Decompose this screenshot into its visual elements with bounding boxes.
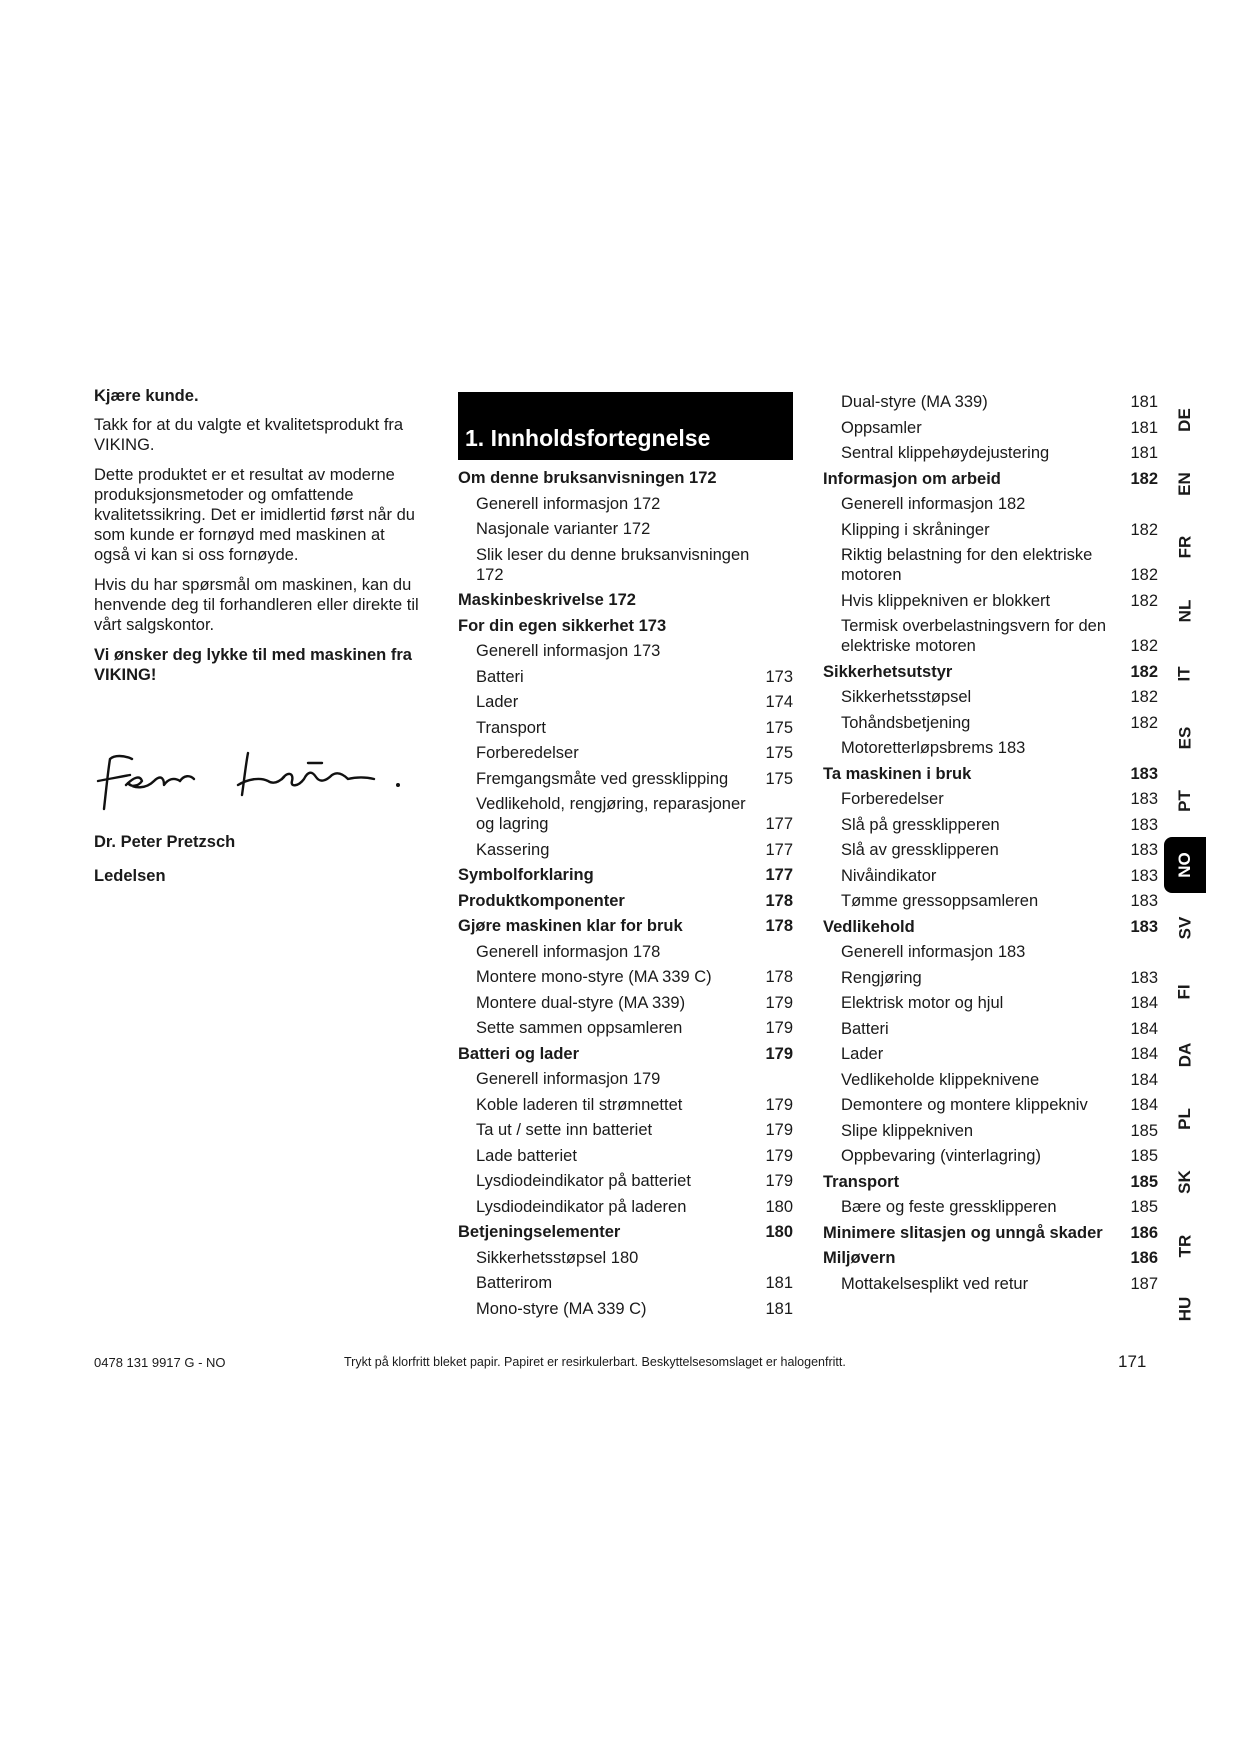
toc-entry-title: Batteri og lader xyxy=(458,1044,580,1063)
toc-entry-title: Vedlikehold xyxy=(823,917,915,936)
toc-entry-page: 184 xyxy=(1130,1096,1158,1114)
toc-entry-title: Mottakelsesplikt ved retur xyxy=(841,1274,1029,1293)
language-tab-label: NO xyxy=(1175,851,1194,878)
toc-entry xyxy=(458,519,793,539)
letter-paragraph: Takk for at du valgte et kvalitetsprodukt fra VIKING. xyxy=(94,416,404,454)
toc-entry-title: Generell informasjon 182 xyxy=(841,495,1026,513)
toc-entry-page: 175 xyxy=(765,718,793,737)
toc-entry-title: Slik leser du denne bruksanvisningen 172 xyxy=(476,545,750,584)
toc-entry-title: Generell informasjon 183 xyxy=(841,943,1026,961)
toc-entry-page: 186 xyxy=(1130,1249,1158,1267)
toc-entry-title: Tohåndsbetjening xyxy=(841,713,971,732)
toc-entry-title: Lader xyxy=(841,1045,884,1063)
toc-title: 1. Innholdsfortegnelse xyxy=(458,392,793,460)
language-tab-label: FI xyxy=(1174,983,1194,1000)
toc-section-heading xyxy=(458,1222,793,1242)
toc-entry-title: Dual-styre (MA 339) xyxy=(841,393,988,411)
toc-section-heading xyxy=(458,865,793,885)
toc-entry-page: 177 xyxy=(765,866,793,884)
language-tab-en xyxy=(1164,456,1206,512)
toc-entry xyxy=(823,418,1158,438)
toc-entry-title: Rengjøring xyxy=(841,968,922,987)
toc-entry-page: 182 xyxy=(1130,662,1158,681)
toc-entry-page: 181 xyxy=(765,1299,793,1318)
toc-entry-page: 179 xyxy=(765,993,793,1012)
toc-entry-page: 187 xyxy=(1130,1274,1158,1293)
toc-section-heading xyxy=(458,891,793,911)
toc-entry-title: Fremgangsmåte ved gressklipping xyxy=(476,769,729,788)
toc-entry-page: 180 xyxy=(765,1223,793,1241)
toc-entry-title: Minimere slitasjen og unngå skader xyxy=(823,1223,1103,1242)
language-tab-fi xyxy=(1164,964,1206,1020)
toc-entry-title: Batteri xyxy=(476,667,524,686)
language-tab-label: ES xyxy=(1175,726,1194,749)
language-tab-fr xyxy=(1164,519,1206,575)
toc-entry xyxy=(458,1171,793,1191)
toc-entry-page: 181 xyxy=(1130,393,1158,411)
toc-entry-page: 180 xyxy=(765,1197,793,1216)
toc-entry xyxy=(458,1273,793,1293)
signer-title: Ledelsen xyxy=(94,867,166,885)
toc-entry-title: Om denne bruksanvisningen 172 xyxy=(458,469,717,487)
toc-entry-title: Vedlikehold, rengjøring, reparasjoner og lagring xyxy=(476,795,746,833)
toc-entry xyxy=(458,1095,793,1115)
toc-entry xyxy=(458,1197,793,1217)
toc-entry-page: 182 xyxy=(1130,637,1158,655)
toc-section-heading xyxy=(458,590,793,610)
language-tab-it xyxy=(1164,646,1206,702)
toc-entry-page: 179 xyxy=(765,1095,793,1114)
toc-entry-title: Motoretterløpsbrems 183 xyxy=(841,739,1026,757)
toc-entry xyxy=(458,967,793,987)
toc-entry-title: Nivåindikator xyxy=(841,866,937,885)
toc-entry-page: 182 xyxy=(1130,566,1158,584)
welcome-letter xyxy=(94,386,424,896)
toc-section-heading xyxy=(458,616,793,636)
toc-entry xyxy=(458,1018,793,1038)
toc-entry-title: Slå av gressklipperen xyxy=(841,841,999,859)
toc-entry-title: Kassering xyxy=(476,840,550,859)
toc-entry-page: 184 xyxy=(1130,1019,1158,1038)
toc-entry-page: 181 xyxy=(1130,418,1158,437)
toc-entry-title: Generell informasjon 173 xyxy=(476,642,661,660)
toc-entry-page: 174 xyxy=(765,693,793,711)
language-tab-sk xyxy=(1164,1154,1206,1210)
toc-entry-page: 183 xyxy=(1130,790,1158,808)
language-tab-pt xyxy=(1164,773,1206,829)
toc-entry-page: 179 xyxy=(765,1044,793,1063)
signer-name: Dr. Peter Pretzsch xyxy=(94,833,236,851)
toc-entry-title: Lysdiodeindikator på laderen xyxy=(476,1197,687,1216)
language-tab-label: PL xyxy=(1174,1107,1194,1130)
toc-entry xyxy=(823,815,1158,835)
toc-section-heading xyxy=(823,917,1158,937)
toc-entry-page: 181 xyxy=(765,1274,793,1292)
toc-entry-page: 178 xyxy=(765,891,793,910)
toc-entry-page: 183 xyxy=(1130,764,1158,783)
toc-entry-page: 179 xyxy=(765,1172,793,1190)
toc-entry-title: Montere dual-styre (MA 339) xyxy=(476,993,686,1012)
toc-column-1 xyxy=(458,392,793,1324)
toc-entry xyxy=(458,641,793,661)
toc-entry-page: 183 xyxy=(1130,968,1158,987)
toc-entry-page: 177 xyxy=(765,815,793,833)
toc-entry-title: Informasjon om arbeid xyxy=(823,469,1001,488)
toc-entry-page: 184 xyxy=(1130,1070,1158,1089)
toc-entry xyxy=(823,713,1158,733)
toc-list xyxy=(458,468,793,1319)
paper-note: Trykt på klorfritt bleket papir. Papiret er resirkulerbart. Beskyttelsesomslaget er halogenfritt. xyxy=(344,1355,846,1369)
toc-entry xyxy=(823,520,1158,540)
toc-entry-title: Ta maskinen i bruk xyxy=(823,764,972,783)
toc-section-heading xyxy=(823,764,1158,784)
toc-entry xyxy=(823,1121,1158,1141)
toc-entry xyxy=(823,968,1158,988)
language-tab-label: IT xyxy=(1174,666,1194,682)
language-tab-de xyxy=(1164,392,1206,448)
language-tab-da xyxy=(1164,1027,1206,1083)
toc-entry-title: Sikkerhetsstøpsel xyxy=(841,688,972,706)
toc-section-heading xyxy=(458,1044,793,1064)
toc-section-heading xyxy=(823,469,1158,489)
language-tab-sv xyxy=(1164,900,1206,956)
language-tab-label: PT xyxy=(1174,790,1194,812)
language-tab-label: FR xyxy=(1174,535,1194,559)
toc-entry-title: Transport xyxy=(823,1172,900,1191)
toc-entry-page: 185 xyxy=(1130,1121,1158,1140)
toc-entry-page: 178 xyxy=(765,917,793,935)
toc-entry xyxy=(823,789,1158,809)
toc-entry xyxy=(823,942,1158,962)
language-tab-label: TR xyxy=(1174,1234,1194,1257)
toc-entry-page: 182 xyxy=(1130,713,1158,732)
toc-entry-title: Sikkerhetsstøpsel 180 xyxy=(476,1248,639,1267)
toc-entry-title: Slipe klippekniven xyxy=(841,1121,974,1140)
toc-entry xyxy=(823,1070,1158,1090)
language-tab-label: EN xyxy=(1175,471,1194,496)
toc-entry-title: Betjeningselementer xyxy=(458,1223,621,1241)
toc-entry-page: 181 xyxy=(1130,444,1158,462)
language-tab-es xyxy=(1164,710,1206,766)
toc-entry-page: 179 xyxy=(765,1121,793,1139)
toc-entry-page: 184 xyxy=(1130,1045,1158,1063)
language-tabs xyxy=(1164,392,1206,1342)
toc-entry xyxy=(458,743,793,763)
toc-entry xyxy=(823,1044,1158,1064)
toc-entry-title: Vedlikeholde klippeknivene xyxy=(841,1070,1040,1089)
toc-entry-title: Symbolforklaring xyxy=(458,866,594,884)
toc-column-2 xyxy=(823,392,1158,1299)
toc-entry-page: 182 xyxy=(1130,591,1158,610)
letter-greeting: Kjære kunde. xyxy=(94,387,199,405)
letter-paragraph: Dette produktet er et resultat av moderne produksjonsmetoder og omfattende kvalitetssikring. Det er imidlertid først når du som kunde er fornøyd med maskinen at også vi kan si oss fornøyde. xyxy=(94,466,415,564)
toc-entry-page: 185 xyxy=(1130,1198,1158,1216)
language-tab-label: DE xyxy=(1175,408,1194,432)
toc-entry xyxy=(458,718,793,738)
toc-entry-title: Batterirom xyxy=(476,1274,553,1292)
toc-entry-title: Forberedelser xyxy=(476,744,579,762)
toc-entry-title: Koble laderen til strømnettet xyxy=(476,1095,683,1114)
toc-entry-page: 183 xyxy=(1130,917,1158,936)
toc-entry xyxy=(823,616,1158,656)
toc-entry xyxy=(458,1069,793,1089)
toc-entry xyxy=(823,545,1158,585)
toc-entry xyxy=(458,1146,793,1166)
toc-entry-page: 179 xyxy=(765,1019,793,1037)
handwritten-signature xyxy=(94,741,424,821)
toc-entry-title: Oppsamler xyxy=(841,418,922,437)
toc-entry xyxy=(458,494,793,514)
toc-entry-page: 179 xyxy=(765,1146,793,1165)
toc-entry-title: Generell informasjon 179 xyxy=(476,1070,661,1088)
toc-entry-title: Bære og feste gressklipperen xyxy=(841,1198,1057,1216)
toc-entry xyxy=(458,840,793,860)
toc-entry-title: Sikkerhetsutstyr xyxy=(823,662,953,681)
language-tab-tr xyxy=(1164,1218,1206,1274)
language-tab-label: NL xyxy=(1174,599,1194,622)
toc-entry-title: Riktig belastning for den elektriske motoren xyxy=(841,546,1093,584)
toc-entry-title: Ta ut / sette inn batteriet xyxy=(476,1121,653,1139)
toc-entry-page: 175 xyxy=(765,769,793,788)
toc-entry-title: Sette sammen oppsamleren xyxy=(476,1019,683,1037)
toc-entry xyxy=(458,993,793,1013)
toc-entry-title: Maskinbeskrivelse 172 xyxy=(458,591,636,609)
toc-entry-title: Generell informasjon 172 xyxy=(476,494,661,513)
toc-entry-title: Lader xyxy=(476,693,519,711)
toc-entry xyxy=(458,1120,793,1140)
letter-closing: Vi ønsker deg lykke til med maskinen fra VIKING! xyxy=(94,646,412,684)
toc-entry-page: 178 xyxy=(765,968,793,986)
toc-entry-page: 175 xyxy=(765,744,793,762)
toc-entry-title: Elektrisk motor og hjul xyxy=(841,994,1004,1012)
toc-entry-page: 183 xyxy=(1130,892,1158,910)
toc-entry-page: 185 xyxy=(1130,1147,1158,1165)
toc-entry-title: Lysdiodeindikator på batteriet xyxy=(476,1172,691,1190)
toc-section-heading xyxy=(823,1172,1158,1192)
toc-entry-title: Transport xyxy=(476,718,546,737)
toc-entry xyxy=(458,794,793,834)
toc-entry-title: Nasjonale varianter 172 xyxy=(476,520,651,538)
toc-entry-title: Forberedelser xyxy=(841,790,944,808)
letter-paragraph: Hvis du har spørsmål om maskinen, kan du henvende deg til forhandleren eller direkte til vårt salgskontor. xyxy=(94,576,419,634)
toc-entry-page: 183 xyxy=(1130,866,1158,885)
document-code: 0478 131 9917 G - NO xyxy=(94,1355,226,1370)
toc-list xyxy=(823,392,1158,1294)
toc-entry xyxy=(823,866,1158,886)
toc-entry-title: Lade batteriet xyxy=(476,1146,577,1165)
page-number: 171 xyxy=(1118,1352,1147,1371)
toc-entry-title: Demontere og montere klippekniv xyxy=(841,1096,1088,1114)
toc-entry xyxy=(823,738,1158,758)
toc-entry-page: 182 xyxy=(1130,469,1158,488)
toc-entry-title: Oppbevaring (vinterlagring) xyxy=(841,1147,1041,1165)
toc-entry xyxy=(823,591,1158,611)
toc-section-heading xyxy=(823,662,1158,682)
toc-section-heading xyxy=(458,468,793,488)
language-tab-label: HU xyxy=(1175,1296,1194,1322)
toc-entry-page: 183 xyxy=(1130,841,1158,859)
toc-entry xyxy=(458,1299,793,1319)
toc-entry xyxy=(458,942,793,962)
toc-entry xyxy=(823,891,1158,911)
toc-entry-title: Gjøre maskinen klar for bruk xyxy=(458,917,683,935)
toc-entry-title: Produktkomponenter xyxy=(458,891,625,910)
toc-entry xyxy=(823,840,1158,860)
language-tab-pl xyxy=(1164,1091,1206,1147)
toc-entry xyxy=(823,687,1158,707)
toc-entry xyxy=(823,392,1158,412)
toc-entry xyxy=(823,1197,1158,1217)
toc-entry xyxy=(823,1146,1158,1166)
toc-entry xyxy=(823,1095,1158,1115)
toc-entry-title: For din egen sikkerhet 173 xyxy=(458,616,667,635)
toc-entry-title: Batteri xyxy=(841,1019,889,1038)
toc-entry-page: 186 xyxy=(1130,1223,1158,1242)
toc-entry-page: 184 xyxy=(1130,994,1158,1012)
toc-entry-title: Mono-styre (MA 339 C) xyxy=(476,1299,647,1318)
language-tab-label: DA xyxy=(1175,1042,1194,1068)
toc-section-heading xyxy=(458,916,793,936)
toc-section-heading xyxy=(823,1223,1158,1243)
toc-entry-title: Tømme gressoppsamleren xyxy=(841,892,1039,910)
toc-entry xyxy=(458,545,793,585)
toc-entry-page: 182 xyxy=(1130,688,1158,706)
toc-entry xyxy=(823,494,1158,514)
toc-entry-title: Montere mono-styre (MA 339 C) xyxy=(476,968,712,986)
toc-entry-page: 173 xyxy=(765,667,793,686)
toc-entry-title: Klipping i skråninger xyxy=(841,520,990,539)
toc-entry-title: Hvis klippekniven er blokkert xyxy=(841,591,1051,610)
language-tab-label: SV xyxy=(1175,916,1194,940)
toc-entry-page: 177 xyxy=(765,840,793,859)
toc-entry xyxy=(458,667,793,687)
toc-entry-title: Miljøvern xyxy=(823,1249,896,1267)
toc-entry-title: Slå på gressklipperen xyxy=(841,815,1000,834)
toc-entry xyxy=(823,993,1158,1013)
toc-entry-page: 185 xyxy=(1130,1172,1158,1191)
language-tab-no xyxy=(1164,837,1206,893)
language-tab-label: SK xyxy=(1175,1170,1194,1194)
toc-entry xyxy=(458,1248,793,1268)
toc-section-heading xyxy=(823,1248,1158,1268)
toc-entry-title: Termisk overbelastningsvern for den elektriske motoren xyxy=(841,617,1107,655)
toc-entry xyxy=(823,1019,1158,1039)
toc-entry xyxy=(458,692,793,712)
toc-entry-title: Sentral klippehøydejustering xyxy=(841,444,1050,462)
language-tab-hu xyxy=(1164,1281,1206,1337)
toc-entry-page: 183 xyxy=(1130,815,1158,834)
language-tab-nl xyxy=(1164,583,1206,639)
toc-entry-title: Generell informasjon 178 xyxy=(476,942,661,961)
toc-entry-page: 182 xyxy=(1130,520,1158,539)
toc-entry xyxy=(823,1274,1158,1294)
toc-entry xyxy=(823,443,1158,463)
toc-entry xyxy=(458,769,793,789)
